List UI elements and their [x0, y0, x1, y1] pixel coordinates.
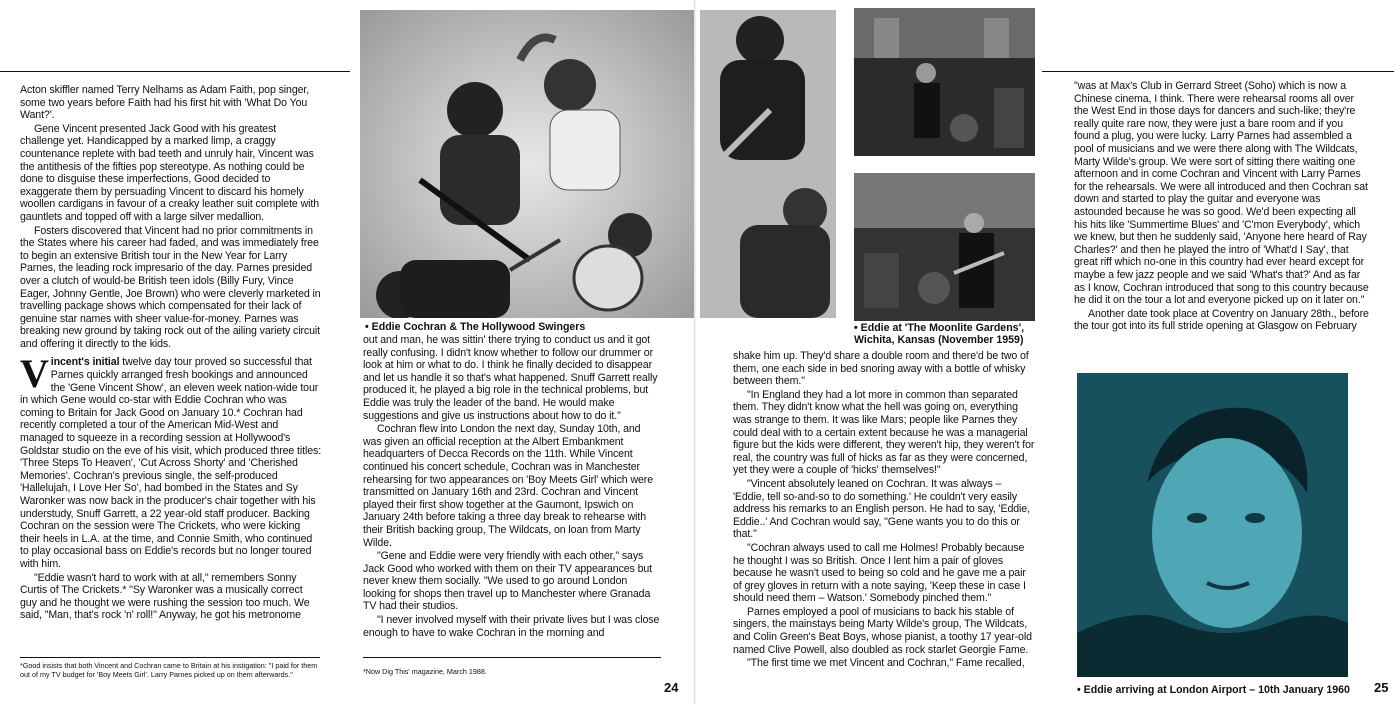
paragraph: Parnes employed a pool of musicians to back his stable of singers, the mainstays being Marty Wilde's group, The Wildcats, and Colin Green's Beat Boys, whose pianist, a toothy 17 year-old named Clive Powell, also doubled as rock starlet Georgie Fame. — [733, 605, 1032, 656]
paragraph: Fosters discovered that Vincent had no prior commitments in the States where his career had faded, and was immediately free to begin an extensive British tour in the New Year for Larry Parnes, the leading rock impresario of the day. Parnes presided over a clutch of would-be British teen idols (Billy Fury, Vince Eager, Johnny Gentle, Joe Brown) who were cleverly marketed in travelling package shows which compensated for their lack of genuine star names with sheer value-for-money. Parnes was breaking new ground by taking rock out of the ailing variety circuit and offering it directly to the kids. — [20, 224, 321, 350]
dropcap-paragraph — [20, 351, 322, 570]
top-rule-right — [1042, 71, 1394, 72]
paragraph: out and man, he was sittin' there trying to conduct us and it got really confusing. I didn't know whether to follow our drummer or look at him or what to do. I think he finally decided to disappear and let us handle it so that's what happened. Snuff Garrett really produced it, he played a big role in the technical problems, but Eddie was truly the leader of the band. He would make suggestions and give us instructions about how to do it." — [363, 334, 658, 422]
group-photo-icon — [360, 10, 694, 318]
footnote: *Good insists that both Vincent and Cochran came to Britain at his instigation: "I paid for them out of my TV budget for 'Boy Meets Girl'. Larry Parnes picked up on them afterwards." — [20, 661, 318, 679]
paragraph: "I never involved myself with their private lives but I was close enough to have to wake Cochran in the morning and — [363, 614, 660, 639]
dropcap: V — [20, 351, 49, 397]
portrait-photo — [1077, 373, 1348, 677]
paragraph: Cochran flew into London the next day, Sunday 10th, and was given an official reception at the Albert Embankment headquarters of Decca Records on the 11th. While Vincent continued his concert schedule, Cochran was in Manchester rehearsing for two appearances on 'Boy Meets Girl' which were transmitted on January 16th and 23rd. Cochran and Vincent played their first show together at the Gaumont, Ipswich on January 24th before taking a three day break to rehearse with their British backing group, The Wildcats, on loan from Marty Wilde. — [363, 423, 654, 549]
group-photo — [360, 10, 694, 318]
left-col2 — [363, 334, 661, 640]
stage-photo-icon — [854, 173, 1035, 321]
group-photo-icon — [700, 10, 836, 318]
lead-in: incent's initial — [50, 356, 120, 369]
stage-photo-icon — [854, 8, 1035, 156]
photo-caption: • Eddie arriving at London Airport – 10th January 1960 — [1077, 684, 1350, 696]
paragraph: "was at Max's Club in Gerrard Street (Soho) which is now a Chinese cinema, I think. There were rehearsal rooms all over the West End in those days for dancers and such-like; they're really quite rare now, they were just a bare room and if you found a plug, you were lucky. Larry Parnes had assembled a pool of musicians and we were there along with The Wildcats, Marty Wilde's group. We were sort of sitting there waiting one afternoon and in come Cochran and Vincent with Larry Parnes for the rehearsals. We were all introduced and then Cochran sat down and started to play the guitar and everyone was astounded because he was so good. We'd been expecting all his hits like 'Summertime Blues' and 'C'mon Everybody', which we knew, but then he suddenly said, 'Anyone here heard of Ray Charles?' and then he played the intro of 'What'd I Say', that great riff which no-one in this country had ever heard except for maybe a few jazz people and we said 'What's that?' And as far as I know, Cochran introduced that song to this country because he did it on the tour a lot and everyone picked up on it later on." — [1074, 80, 1369, 307]
left-col1 — [20, 84, 322, 623]
paragraph: Acton skiffler named Terry Nelhams as Adam Faith, pop singer, some two years before Faith had his first hit with 'What Do You Want?'. — [20, 84, 310, 122]
photo-caption: • Eddie Cochran & The Hollywood Swingers — [365, 321, 586, 333]
group-photo-continued — [700, 10, 836, 318]
portrait-photo-icon — [1077, 373, 1348, 677]
right-page — [697, 0, 1394, 704]
stage-photo-bottom — [854, 173, 1035, 321]
footnote-rule — [363, 657, 661, 658]
paragraph: Another date took place at Coventry on January 28th., before the tour got into its full stride opening at Glasgow on February — [1074, 307, 1369, 333]
paragraph: "The first time we met Vincent and Cochran," Fame recalled, — [747, 657, 1025, 670]
stage-photo-top — [854, 8, 1035, 156]
footnote: *Now Dig This' magazine, March 1988. — [363, 667, 487, 676]
paragraph-body: twelve day tour proved so successful that Parnes quickly arranged fresh bookings and announced the 'Gene Vincent Show', an eleven week nation-wide tour in which Gene would co-star with Eddie Cochran who was coming to Britain for Jack Good on January 10.* Cochran had recently completed a tour of the American Mid-West and managed to squeeze in a recording session at Hollywood's Goldstar studio on the eve of his visit, which produced three titles: 'Three Steps To Heaven', 'Cut Across Shorty' and 'Cherished Memories'. Cochran's previous single, the self-produced 'Hallelujah, I Love Her So', had bombed in the States and Sy Waronker was now back in the producer's chair together with his understudy, Snuff Garrett, a 22 year-old staff producer. Backing Cochran on the session were The Crickets, who were kicking their heels in L.A. at the time, and Connie Smith, who continued to play occasional bass on Eddie's records but no longer toured with him. — [20, 356, 322, 570]
paragraph: "Gene and Eddie were very friendly with each other," says Jack Good who worked with them on their TV appearances but never knew them socially. "We used to go around London looking for shops then travel up to Manchester where Granada TV had their studios. — [363, 550, 653, 613]
paragraph: Gene Vincent presented Jack Good with his greatest challenge yet. Handicapped by a marked limp, a craggy countenance replete with bad teeth and unruly hair, Vincent was the antithesis of the fifties pop stereotype. As nothing could be done to disguise these imperfections, Good decided to exaggerate them by persuading Vincent to discard his homely woollen cardigans in favour of a creaky leather suit complete with gauntlets and topped off with a large silver medallion. — [20, 122, 320, 223]
top-rule-left — [0, 71, 350, 72]
page-number: 25 — [1374, 680, 1389, 695]
footnote-rule — [20, 657, 320, 658]
page-number: 24 — [664, 680, 679, 695]
paragraph: "In England they had a lot more in common than separated them. They didn't know what the hell was going on, everything was strange to them. It was like Mars; people like Parnes they could deal with to a certain extent because he was a managerial figure but the kids were different, they weren't hip, they weren't for real, the country was full of hicks as far as they were concerned, yet they were a couple of 'hicks' themselves!" — [733, 388, 1035, 477]
photo-caption: • Eddie at 'The Moonlite Gardens', Wichita, Kansas (November 1959) — [854, 322, 1025, 346]
right-col1 — [733, 350, 1035, 671]
paragraph: "Eddie wasn't hard to work with at all," remembers Sonny Curtis of The Crickets.* "Sy Waronker was a musically correct guy and he thought we were rushing the session too much. We said, "Man, that's rock 'n' roll!" Anyway, he got his metronome — [20, 571, 310, 622]
paragraph: "Cochran always used to call me Holmes! Probably because he thought I was so British. Once I lent him a pair of gloves because he wasn't used to being so cold and he gave me a pair of grey gloves in return with a note saying, 'Keep these in case I should need them – Watson.' Somebody pinched them." — [733, 541, 1026, 605]
paragraph: "Vincent absolutely leaned on Cochran. It was always – 'Eddie, tell so-and-so to do something.' He couldn't very easily address his remarks to an English person. He had to say, 'Eddie, Eddie..' And Cochran would say, "Gene wants you to do this or that." — [733, 477, 1030, 541]
paragraph: shake him up. They'd share a double room and there'd be two of them, one each side in bed snoring away with a bottle of whisky between them." — [733, 350, 1029, 388]
right-col2 — [1074, 80, 1371, 334]
